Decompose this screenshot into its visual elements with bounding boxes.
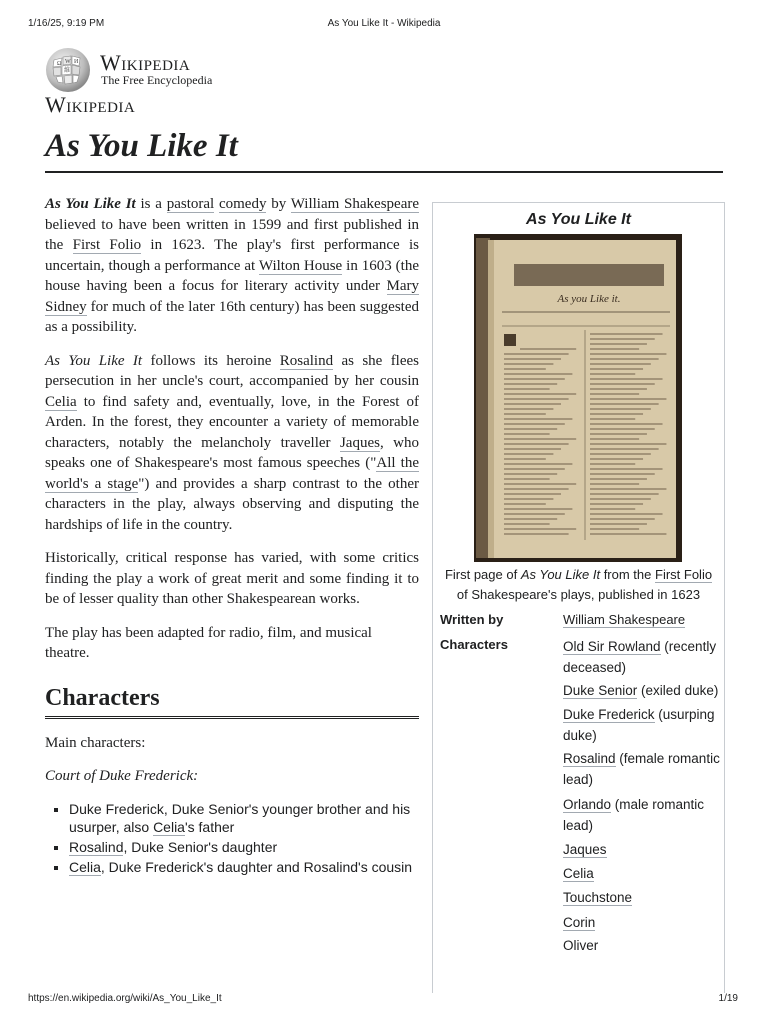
folio-page-illustration [474, 234, 682, 562]
infobox-character [563, 936, 721, 957]
wikipedia-globe-icon [44, 46, 92, 94]
link-first-folio[interactable]: First Folio [72, 237, 142, 253]
first-folio-page-image[interactable] [474, 234, 682, 562]
infobox-title: As You Like It [526, 211, 631, 228]
link-rosalind[interactable]: Rosalind [279, 352, 334, 369]
text: to find safety and, eventually, love, in the Forest of Arden. In the forest, they encounter a variety of memorable characters, notably the melancholy traveller [45, 393, 419, 451]
link-wilton-house[interactable]: Wilton House [258, 257, 343, 274]
text: as she flees persecution in her uncle's court, accompanied by her cousin [45, 352, 420, 389]
svg-text:維: 維 [64, 68, 71, 74]
text: is a [135, 196, 167, 212]
text: First page of [444, 567, 521, 582]
list-item [69, 858, 419, 876]
print-page-number: 1/19 [718, 993, 738, 1004]
link-comedy[interactable]: comedy [218, 196, 267, 212]
infobox-character [563, 840, 721, 861]
characters-label: Characters [440, 637, 508, 652]
svg-text:Ω: Ω [57, 61, 62, 67]
text: in 1603 (the house having been a focus for literary activity under [45, 257, 420, 294]
text: of Shakespeare's plays, published in 1623 [456, 587, 701, 602]
link-corin[interactable]: Corin [563, 915, 596, 930]
page-title: As You Like It [45, 128, 723, 173]
link-touchstone[interactable]: Touchstone [563, 890, 633, 905]
infobox-character [563, 888, 721, 909]
link-pastoral[interactable]: pastoral [166, 196, 215, 212]
link-jaques[interactable]: Jaques [339, 434, 380, 451]
text: from the [600, 567, 655, 582]
intro-paragraph-1 [45, 194, 419, 338]
text: (exiled duke) [637, 683, 719, 698]
link-first-folio[interactable]: First Folio [655, 567, 713, 582]
infobox-character [563, 637, 721, 678]
text: in 1623. The play's first performance is uncertain, though a performance at [45, 237, 419, 274]
text: (recently deceased) [563, 639, 717, 675]
text: , Duke Senior's daughter [123, 838, 278, 855]
text: , Duke Frederick's daughter and Rosalind's cousin [100, 858, 413, 875]
main-characters-label: Main characters: [45, 734, 146, 751]
svg-text:И: И [74, 59, 79, 65]
link-jaques[interactable]: Jaques [563, 842, 607, 857]
infobox-character [563, 705, 721, 746]
text: (usurping duke) [563, 707, 715, 743]
character-oliver: Oliver [563, 938, 599, 953]
wikipedia-tagline: The Free Encyclopedia [101, 73, 213, 87]
link-all-the-worlds-a-stage[interactable]: All the world's a stage [45, 455, 419, 492]
infobox-character [563, 864, 721, 885]
infobox-character [563, 795, 721, 836]
characters-heading: Characters [45, 684, 419, 719]
text: for much of the later 16th century) has been suggested as a possibility. [45, 298, 419, 335]
link-rosalind[interactable]: Rosalind [563, 751, 616, 766]
link-celia[interactable]: Celia [45, 393, 77, 410]
text: believed to have been written in 1599 and first published in the [45, 216, 419, 253]
wikipedia-wordmark: Wikipedia [100, 50, 191, 75]
text: Duke Frederick, Duke Senior's younger brother and his usurper, also [69, 800, 411, 835]
text: follows its heroine [142, 352, 280, 369]
court-heading: Court of Duke Frederick: [45, 768, 199, 784]
link-orlando[interactable]: Orlando [563, 797, 612, 812]
intro-paragraph-4: The play has been adapted for radio, film, and musical theatre. [45, 624, 372, 661]
text: (male romantic lead) [563, 797, 705, 833]
svg-text:W: W [65, 59, 71, 65]
link-old-sir-rowland[interactable]: Old Sir Rowland [563, 639, 661, 654]
print-url: https://en.wikipedia.org/wiki/As_You_Like_It [28, 993, 222, 1004]
link-william-shakespeare[interactable]: William Shakespeare [290, 196, 420, 212]
infobox [432, 202, 725, 993]
intro-paragraph-3: Historically, critical response has varied, with some critics finding the play a work of great merit and some finding it to be of lesser quality than other Shakespearean works. [45, 550, 419, 607]
infobox-character [563, 749, 721, 790]
court-character-list [45, 800, 419, 876]
written-by-label: Written by [440, 612, 504, 627]
list-item [69, 838, 419, 856]
text: ") and provides a sharp contrast to the other characters in the play, always observing and disputing the hardships of life in the country. [45, 475, 419, 533]
print-tab-title: As You Like It - Wikipedia [327, 18, 441, 29]
play-title-italic: As You Like It [45, 352, 143, 369]
link-mary-sidney[interactable]: Mary Sidney [45, 278, 419, 315]
text: , who speaks one of Shakespeare's most famous speeches (" [45, 434, 419, 471]
infobox-caption [433, 565, 724, 605]
infobox-character [563, 913, 721, 934]
article-body [45, 194, 419, 878]
folio-heading-text: As you Like it. [557, 293, 621, 305]
play-title-bold: As You Like It [45, 196, 136, 212]
infobox-character [563, 681, 721, 702]
link-celia[interactable]: Celia [69, 858, 101, 875]
link-rosalind[interactable]: Rosalind [69, 838, 124, 855]
text: by [266, 196, 291, 212]
link-william-shakespeare[interactable]: William Shakespeare [563, 612, 686, 627]
link-celia[interactable]: Celia [153, 818, 185, 835]
text: 's father [184, 818, 235, 835]
wikipedia-wordmark-secondary: Wikipedia [45, 92, 136, 117]
link-duke-frederick[interactable]: Duke Frederick [563, 707, 655, 722]
text: As You Like It [520, 567, 601, 582]
intro-paragraph-2 [45, 351, 419, 536]
link-celia[interactable]: Celia [563, 866, 594, 881]
link-duke-senior[interactable]: Duke Senior [563, 683, 638, 698]
text: (female romantic lead) [563, 751, 720, 787]
list-item [69, 800, 419, 836]
print-datetime: 1/16/25, 9:19 PM [28, 18, 105, 29]
